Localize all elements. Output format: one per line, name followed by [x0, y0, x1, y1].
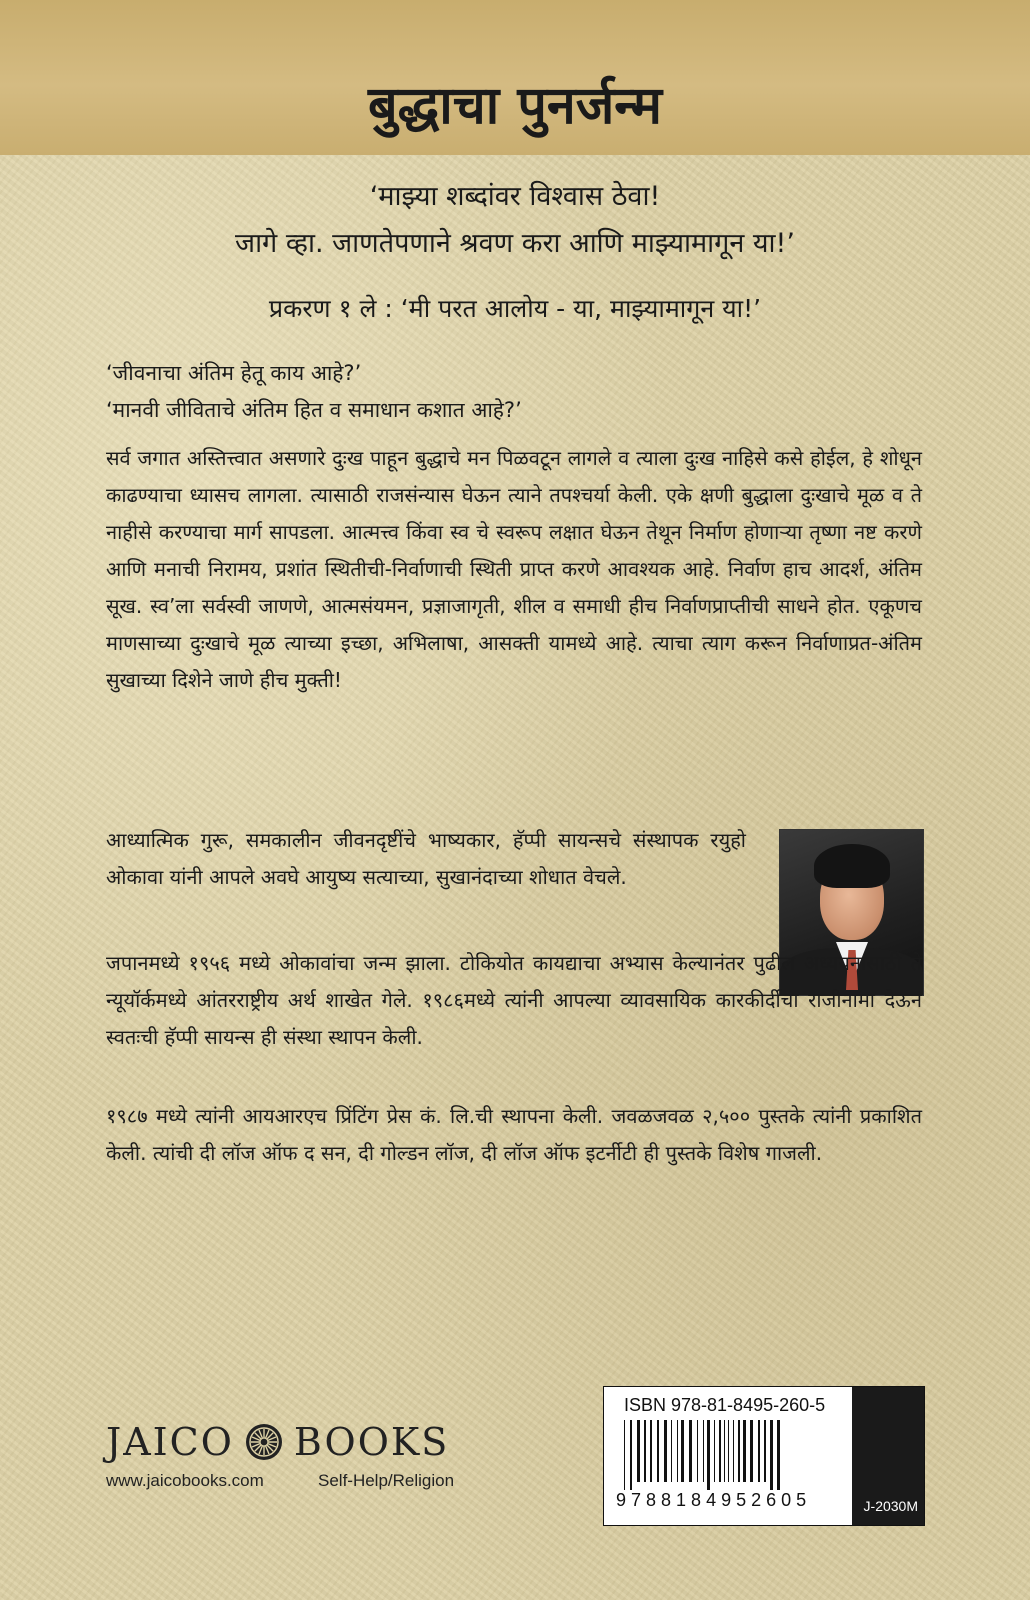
barcode-bar [707, 1420, 710, 1490]
quote-line-2: जागे व्हा. जाणतेपणाने श्रवण करा आणि माझ्यामागून या!’ [235, 228, 795, 259]
barcode-bar [703, 1420, 704, 1482]
book-code-label: J-2030M [863, 1498, 918, 1514]
questions-block [106, 355, 926, 429]
barcode-bar [770, 1420, 773, 1490]
publisher-name-left: JAICO [106, 1420, 234, 1464]
author-bio-paragraph-1: आध्यात्मिक गुरू, समकालीन जीवनदृष्टींचे भाष्यकार, हॅप्पी सायन्सचे संस्थापक रयुहो ओकावा यांनी आपले अवघे आयुष्य सत्याच्या, सुखानंदाच्या शोधात वेचले. [106, 828, 746, 889]
book-category: Self-Help/Religion [318, 1471, 455, 1490]
barcode-bars [624, 1420, 840, 1490]
author-bio-paragraph-3: १९८७ मध्ये त्यांनी आयआरएच प्रिंटिंग प्रेस कं. लि.ची स्थापना केली. जवळजवळ २,५०० पुस्तके त्यांनी प्रकाशित केली. त्यांची दी लॉज ऑफ द सन, दी गोल्डन लॉज, दी लॉज ऑफ इटर्नीटी ही पुस्तके विशेष गाजली. [106, 1104, 922, 1165]
barcode-bar [657, 1420, 659, 1482]
dharma-wheel-icon [244, 1422, 284, 1462]
barcode-bar [750, 1420, 753, 1482]
chapter-heading: प्रकरण १ ले : ‘मी परत आलोय - या, माझ्यामागून या!’ [268, 294, 762, 323]
barcode-bar [758, 1420, 760, 1482]
publisher-logo [106, 1417, 449, 1467]
barcode-bar [630, 1420, 632, 1490]
author-bio-paragraph-2 [106, 945, 922, 1056]
barcode-bar [650, 1420, 652, 1482]
author-photo-hair [814, 844, 890, 888]
barcode-bar [637, 1420, 640, 1482]
barcode-bar [644, 1420, 646, 1482]
main-paragraph: सर्व जगात अस्तित्त्वात असणारे दुःख पाहून बुद्धाचे मन पिळवटून लागले व त्याला दुःख नाहिसे कसे होईल, हे शोधून काढण्याचा ध्यासच लागला. त्यासाठी राजसंन्यास घेऊन त्याने तपश्चर्या केली. एके क्षणी बुद्धाला दुःखाचे मूळ व ते नाहीसे करण्याचा मार्ग सापडला. आत्मत्त्व किंवा स्व चे स्वरूप लक्षात घेऊन तेथून निर्माण होणाऱ्या तृष्णा नष्ट करणे आणि मनाची निरामय, प्रशांत स्थितीची-निर्वाणाची स्थिती प्राप्त करणे आवश्यक आहे. निर्वाण हाच आदर्श, अंतिम सूख. स्व’ला सर्वस्वी जाणणे, आत्मसंयमन, प्रज्ञाजागृती, शील व समाधी हीच निर्वाणप्राप्तीची साधने होत. एकूणच माणसाच्या दुःखाचे मूळ त्याच्या इच्छा, अभिलाषा, आसक्ती यामध्ये आहे. त्याचा त्याग करून निर्वाणाप्रत-अंतिम सुखाच्या दिशेने जाणे हीच मुक्ती! [106, 446, 922, 692]
barcode-bar [714, 1420, 715, 1482]
publisher-name-right: BOOKS [293, 1420, 450, 1464]
barcode-bar [719, 1420, 721, 1482]
barcode-bar [664, 1420, 667, 1482]
question-1: ‘जीवनाचा अंतिम हेतू काय आहे?’ [106, 361, 362, 385]
barcode-bar [764, 1420, 766, 1482]
barcode-bar [624, 1420, 625, 1490]
author-bio-paragraph-2-text: जपानमध्ये १९५६ मध्ये ओकावांचा जन्म झाला. टोकियोत कायद्याचा अभ्यास केल्यानंतर पुढील अध्ययनासाठी ते न्यूयॉर्कमध्ये आंतरराष्ट्रीय अर्थ शाखेत गेले. १९८६मध्ये त्यांनी आपल्या व्यावसायिक कारकीर्दीचा राजीनामा देऊन स्वतःची हॅप्पी सायन्स ही संस्था स्थापन केली. [106, 951, 922, 1049]
question-2: ‘मानवी जीविताचे अंतिम हित व समाधान कशात आहे?’ [106, 398, 522, 422]
barcode-digits: 9788184952605 [616, 1490, 812, 1510]
barcode-bar [671, 1420, 672, 1482]
barcode-bar [681, 1420, 684, 1482]
quote-line-1: ‘माझ्या शब्दांवर विश्वास ठेवा! [369, 181, 661, 212]
publisher-website: www.jaicobooks.com [106, 1471, 264, 1490]
barcode-bar [689, 1420, 692, 1482]
barcode-bar [777, 1420, 780, 1490]
barcode-bar [743, 1420, 746, 1482]
barcode-bar [738, 1420, 740, 1482]
barcode-bar [697, 1420, 698, 1482]
barcode-bar [733, 1420, 734, 1482]
barcode-bar [724, 1420, 725, 1482]
isbn-label: ISBN 978-81-8495-260-5 [624, 1395, 826, 1415]
book-title: बुद्धाचा पुनर्जन्म [368, 76, 662, 136]
barcode-bar [677, 1420, 678, 1482]
barcode-bar [728, 1420, 729, 1482]
isbn-barcode-box [603, 1386, 925, 1526]
